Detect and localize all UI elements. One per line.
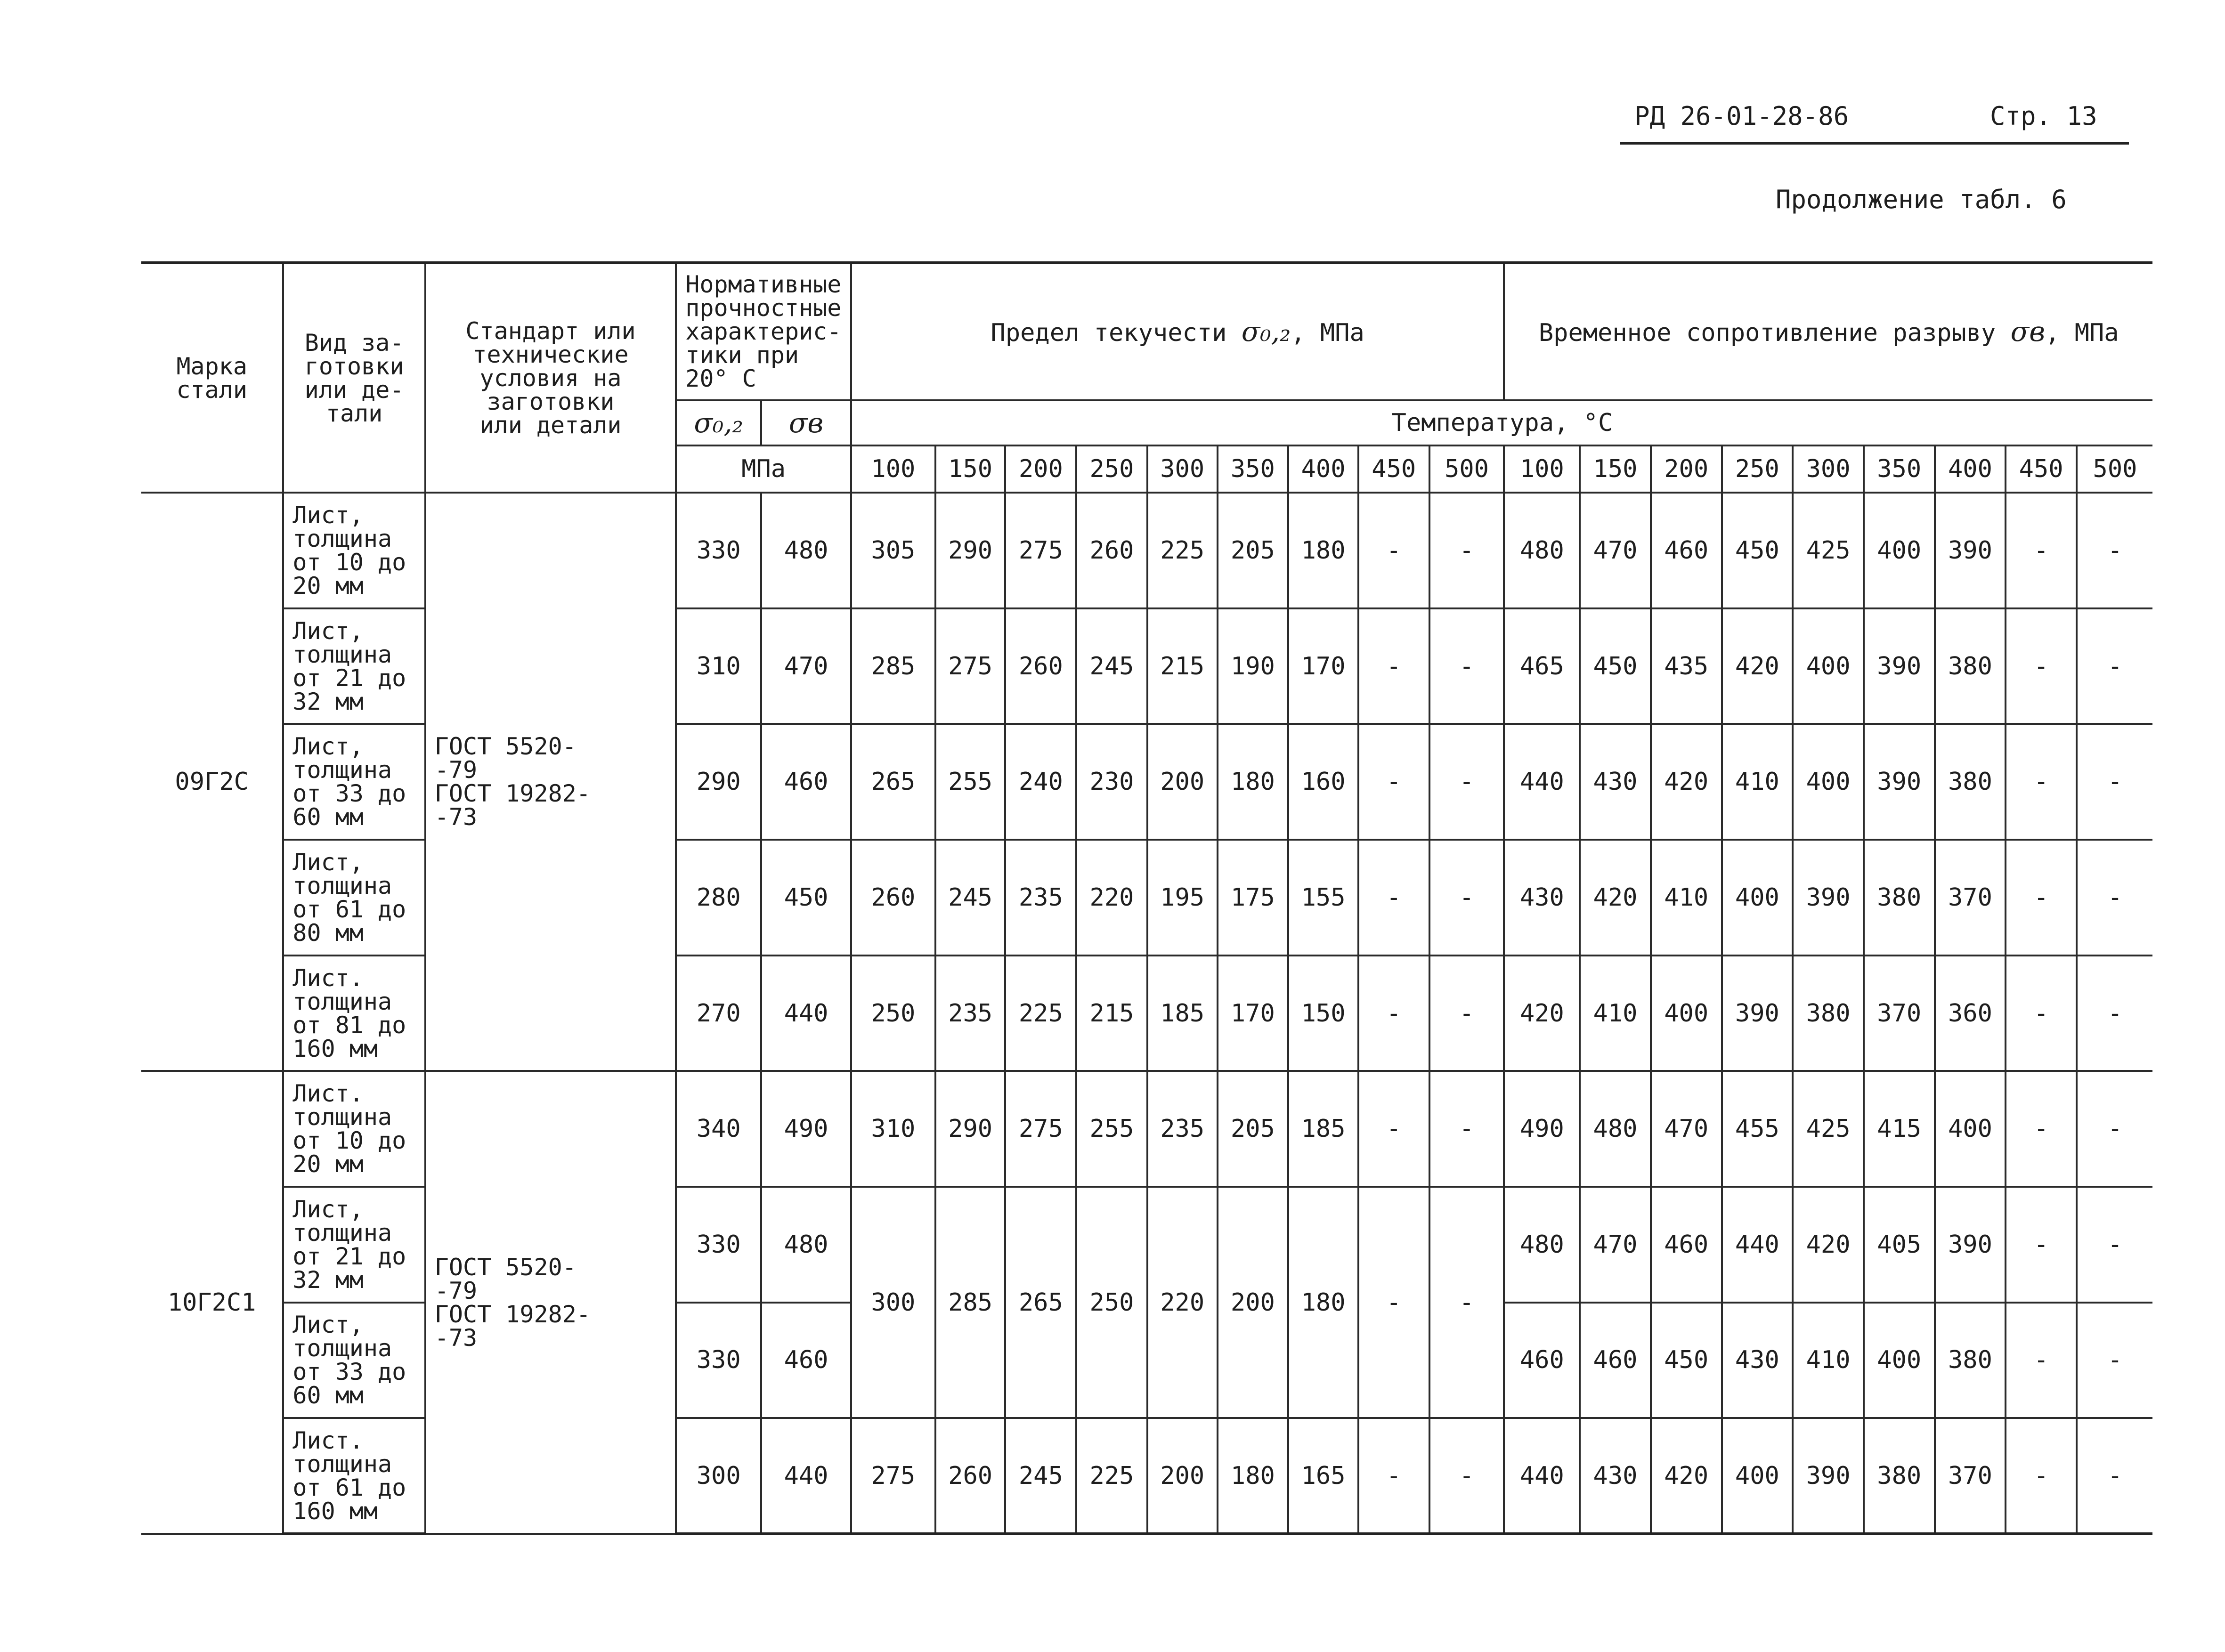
yield-value: - <box>1358 1071 1429 1187</box>
yield-value: 185 <box>1288 1071 1358 1187</box>
yield-value-shared: 250 <box>1076 1187 1147 1418</box>
yield-value: 260 <box>1076 493 1147 608</box>
blank-type: Лист, толщина от 21 до 32 мм <box>283 608 425 724</box>
tensile-value: 420 <box>1504 956 1580 1071</box>
yield-value: 180 <box>1288 493 1358 608</box>
tensile-value: 440 <box>1504 1418 1580 1534</box>
norm-yield-value: 340 <box>676 1071 761 1187</box>
yield-value: 225 <box>1147 493 1218 608</box>
tensile-value: 390 <box>1864 608 1935 724</box>
page-number: Стр. 13 <box>1990 101 2097 131</box>
temp-yield-400: 400 <box>1288 445 1358 493</box>
norm-yield-value: 330 <box>676 493 761 608</box>
yield-value: 220 <box>1076 840 1147 956</box>
blank-type: Лист, толщина от 21 до 32 мм <box>283 1187 425 1303</box>
norm-yield-value: 310 <box>676 608 761 724</box>
temp-yield-200: 200 <box>1005 445 1076 493</box>
tensile-value: - <box>2077 1303 2152 1418</box>
tensile-value: 370 <box>1935 840 2006 956</box>
yield-value: - <box>1429 1418 1504 1534</box>
tensile-value: 420 <box>1722 608 1793 724</box>
col-head-tensile-unit: , МПа <box>2045 319 2119 348</box>
yield-value: 235 <box>935 956 1006 1071</box>
yield-value: 255 <box>935 724 1006 840</box>
standard-ref: ГОСТ 5520- -79 ГОСТ 19282- -73 <box>425 493 676 1071</box>
table-caption: Продолжение табл. 6 <box>1776 185 2067 214</box>
norm-tensile-value: 460 <box>761 724 851 840</box>
yield-value: 285 <box>851 608 935 724</box>
blank-type: Лист, толщина от 33 до 60 мм <box>283 724 425 840</box>
norm-tensile-symbol: σв <box>761 400 851 445</box>
blank-type: Лист, толщина от 10 до 20 мм <box>283 493 425 608</box>
temp-yield-350: 350 <box>1218 445 1289 493</box>
norm-yield-symbol: σ₀,₂ <box>676 400 761 445</box>
yield-value: 180 <box>1218 724 1289 840</box>
norm-yield-value: 330 <box>676 1187 761 1303</box>
steel-grade: 09Г2С <box>141 493 283 1071</box>
blank-type: Лист. толщина от 61 до 160 мм <box>283 1418 425 1534</box>
tensile-value: 405 <box>1864 1187 1935 1303</box>
yield-value: 170 <box>1288 608 1358 724</box>
tensile-value: 380 <box>1864 840 1935 956</box>
col-head-yield-unit: , МПа <box>1291 319 1364 348</box>
yield-value: 245 <box>1076 608 1147 724</box>
yield-value: 245 <box>935 840 1006 956</box>
properties-table <box>141 261 2152 1535</box>
norm-yield-value: 270 <box>676 956 761 1071</box>
tensile-value: 390 <box>1935 493 2006 608</box>
tensile-value: 480 <box>1504 493 1580 608</box>
temp-yield-500: 500 <box>1429 445 1504 493</box>
tensile-value: 410 <box>1651 840 1722 956</box>
tensile-value: 370 <box>1864 956 1935 1071</box>
temp-tensile-150: 150 <box>1580 445 1651 493</box>
col-head-blank: Вид за- готовки или де- тали <box>283 263 425 493</box>
col-head-tensile-symbol: σв <box>2010 316 2046 348</box>
norm-tensile-value: 480 <box>761 1187 851 1303</box>
temp-tensile-100: 100 <box>1504 445 1580 493</box>
tensile-value: - <box>2006 1303 2077 1418</box>
yield-value: 185 <box>1147 956 1218 1071</box>
tensile-value: 430 <box>1504 840 1580 956</box>
standard-ref: ГОСТ 5520- -79 ГОСТ 19282- -73 <box>425 1071 676 1534</box>
temp-tensile-200: 200 <box>1651 445 1722 493</box>
document-code: РД 26-01-28-86 <box>1634 101 1849 131</box>
tensile-value: 390 <box>1793 840 1864 956</box>
tensile-value: 450 <box>1651 1303 1722 1418</box>
tensile-value: - <box>2006 956 2077 1071</box>
tensile-value: 400 <box>1722 1418 1793 1534</box>
yield-value: 205 <box>1218 1071 1289 1187</box>
yield-value: 215 <box>1076 956 1147 1071</box>
col-head-yield-symbol: σ₀,₂ <box>1241 316 1291 348</box>
col-head-yield-label: Предел текучести <box>991 319 1227 348</box>
tensile-value: 400 <box>1722 840 1793 956</box>
yield-value: 235 <box>1005 840 1076 956</box>
tensile-value: 400 <box>1864 1303 1935 1418</box>
tensile-value: - <box>2077 1187 2152 1303</box>
temp-yield-300: 300 <box>1147 445 1218 493</box>
tensile-value: 420 <box>1651 724 1722 840</box>
tensile-value: 410 <box>1793 1303 1864 1418</box>
tensile-value: - <box>2006 493 2077 608</box>
yield-value: 240 <box>1005 724 1076 840</box>
tensile-value: 380 <box>1793 956 1864 1071</box>
tensile-value: - <box>2006 608 2077 724</box>
yield-value-shared: 300 <box>851 1187 935 1418</box>
yield-value: - <box>1358 724 1429 840</box>
yield-value: - <box>1358 956 1429 1071</box>
norm-tensile-value: 480 <box>761 493 851 608</box>
tensile-value: 420 <box>1793 1187 1864 1303</box>
tensile-value: 460 <box>1504 1303 1580 1418</box>
tensile-value: 420 <box>1651 1418 1722 1534</box>
yield-value: 235 <box>1147 1071 1218 1187</box>
steel-grade: 10Г2С1 <box>141 1071 283 1534</box>
yield-value: 290 <box>935 1071 1006 1187</box>
tensile-value: 425 <box>1793 1071 1864 1187</box>
yield-value: - <box>1358 608 1429 724</box>
yield-value-shared: 180 <box>1288 1187 1358 1418</box>
yield-value: 200 <box>1147 724 1218 840</box>
blank-type: Лист. толщина от 10 до 20 мм <box>283 1071 425 1187</box>
table-row <box>141 493 2152 608</box>
tensile-value: 380 <box>1864 1418 1935 1534</box>
col-head-yield <box>851 263 1504 400</box>
tensile-value: 390 <box>1793 1418 1864 1534</box>
norm-yield-value: 300 <box>676 1418 761 1534</box>
blank-type: Лист, толщина от 33 до 60 мм <box>283 1303 425 1418</box>
norm-tensile-value: 460 <box>761 1303 851 1418</box>
tensile-value: - <box>2006 1418 2077 1534</box>
yield-value: 215 <box>1147 608 1218 724</box>
yield-value-shared: 265 <box>1005 1187 1076 1418</box>
temp-yield-250: 250 <box>1076 445 1147 493</box>
col-head-tensile-label: Временное сопротивление разрыву <box>1538 319 1996 348</box>
tensile-value: 470 <box>1580 1187 1651 1303</box>
norm-unit: МПа <box>676 445 851 493</box>
tensile-value: 370 <box>1935 1418 2006 1534</box>
tensile-value: 400 <box>1651 956 1722 1071</box>
yield-value: 170 <box>1218 956 1289 1071</box>
tensile-value: 470 <box>1651 1071 1722 1187</box>
blank-type: Лист. толщина от 81 до 160 мм <box>283 956 425 1071</box>
tensile-value: 390 <box>1864 724 1935 840</box>
tensile-value: 450 <box>1580 608 1651 724</box>
tensile-value: - <box>2006 724 2077 840</box>
yield-value: - <box>1429 956 1504 1071</box>
norm-tensile-value: 440 <box>761 1418 851 1534</box>
tensile-value: 400 <box>1864 493 1935 608</box>
tensile-value: - <box>2077 493 2152 608</box>
tensile-value: 460 <box>1651 493 1722 608</box>
tensile-value: 480 <box>1504 1187 1580 1303</box>
tensile-value: 380 <box>1935 724 2006 840</box>
yield-value-shared: 285 <box>935 1187 1006 1418</box>
yield-value: 180 <box>1218 1418 1289 1534</box>
tensile-value: 380 <box>1935 608 2006 724</box>
col-head-grade: Марка стали <box>141 263 283 493</box>
norm-yield-value: 280 <box>676 840 761 956</box>
tensile-value: 420 <box>1580 840 1651 956</box>
yield-value: - <box>1358 840 1429 956</box>
header-rule <box>1620 142 2129 145</box>
yield-value-shared: - <box>1358 1187 1429 1418</box>
yield-value-shared: 200 <box>1218 1187 1289 1418</box>
tensile-value: - <box>2077 1418 2152 1534</box>
yield-value-shared: - <box>1429 1187 1504 1418</box>
yield-value: 245 <box>1005 1418 1076 1534</box>
col-head-norm: Нормативные прочностные характерис- тики при 20° С <box>676 263 851 400</box>
yield-value: - <box>1358 493 1429 608</box>
yield-value: 260 <box>1005 608 1076 724</box>
tensile-value: 460 <box>1580 1303 1651 1418</box>
temp-yield-150: 150 <box>935 445 1006 493</box>
tensile-value: 400 <box>1793 608 1864 724</box>
tensile-value: 440 <box>1722 1187 1793 1303</box>
yield-value: 230 <box>1076 724 1147 840</box>
norm-yield-value: 330 <box>676 1303 761 1418</box>
temp-tensile-350: 350 <box>1864 445 1935 493</box>
yield-value: - <box>1358 1418 1429 1534</box>
yield-value: 190 <box>1218 608 1289 724</box>
norm-tensile-value: 440 <box>761 956 851 1071</box>
yield-value-shared: 220 <box>1147 1187 1218 1418</box>
yield-value: - <box>1429 608 1504 724</box>
yield-value: 260 <box>851 840 935 956</box>
yield-value: 200 <box>1147 1418 1218 1534</box>
tensile-value: 435 <box>1651 608 1722 724</box>
yield-value: 310 <box>851 1071 935 1187</box>
yield-value: - <box>1429 840 1504 956</box>
temperature-heading: Температура, °С <box>851 400 2152 445</box>
yield-value: 175 <box>1218 840 1289 956</box>
temp-yield-100: 100 <box>851 445 935 493</box>
tensile-value: 410 <box>1722 724 1793 840</box>
tensile-value: 430 <box>1580 724 1651 840</box>
yield-value: 275 <box>935 608 1006 724</box>
tensile-value: 465 <box>1504 608 1580 724</box>
yield-value: 195 <box>1147 840 1218 956</box>
tensile-value: 460 <box>1651 1187 1722 1303</box>
tensile-value: 450 <box>1722 493 1793 608</box>
tensile-value: - <box>2006 1187 2077 1303</box>
norm-yield-value: 290 <box>676 724 761 840</box>
tensile-value: 410 <box>1580 956 1651 1071</box>
yield-value: 205 <box>1218 493 1289 608</box>
norm-tensile-value: 490 <box>761 1071 851 1187</box>
tensile-value: 400 <box>1793 724 1864 840</box>
tensile-value: 415 <box>1864 1071 1935 1187</box>
tensile-value: 480 <box>1580 1071 1651 1187</box>
yield-value: 275 <box>1005 493 1076 608</box>
yield-value: 165 <box>1288 1418 1358 1534</box>
tensile-value: - <box>2006 840 2077 956</box>
temp-yield-450: 450 <box>1358 445 1429 493</box>
tensile-value: - <box>2077 840 2152 956</box>
temp-tensile-400: 400 <box>1935 445 2006 493</box>
col-head-standard: Стандарт или технические условия на заготовки или детали <box>425 263 676 493</box>
tensile-value: 440 <box>1504 724 1580 840</box>
tensile-value: 455 <box>1722 1071 1793 1187</box>
yield-value: 305 <box>851 493 935 608</box>
tensile-value: - <box>2077 724 2152 840</box>
tensile-value: 470 <box>1580 493 1651 608</box>
tensile-value: 430 <box>1580 1418 1651 1534</box>
tensile-value: 390 <box>1722 956 1793 1071</box>
blank-type: Лист, толщина от 61 до 80 мм <box>283 840 425 956</box>
yield-value: 150 <box>1288 956 1358 1071</box>
yield-value: 290 <box>935 493 1006 608</box>
tensile-value: - <box>2077 1071 2152 1187</box>
yield-value: 160 <box>1288 724 1358 840</box>
yield-value: - <box>1429 724 1504 840</box>
yield-value: - <box>1429 1071 1504 1187</box>
temp-tensile-300: 300 <box>1793 445 1864 493</box>
yield-value: - <box>1429 493 1504 608</box>
yield-value: 225 <box>1005 956 1076 1071</box>
norm-tensile-value: 450 <box>761 840 851 956</box>
yield-value: 255 <box>1076 1071 1147 1187</box>
tensile-value: 425 <box>1793 493 1864 608</box>
yield-value: 155 <box>1288 840 1358 956</box>
yield-value: 275 <box>851 1418 935 1534</box>
tensile-value: 360 <box>1935 956 2006 1071</box>
tensile-value: 380 <box>1935 1303 2006 1418</box>
tensile-value: - <box>2006 1071 2077 1187</box>
table-row <box>141 1071 2152 1187</box>
yield-value: 250 <box>851 956 935 1071</box>
col-head-tensile <box>1504 263 2152 400</box>
yield-value: 265 <box>851 724 935 840</box>
tensile-value: 430 <box>1722 1303 1793 1418</box>
tensile-value: 390 <box>1935 1187 2006 1303</box>
temp-tensile-450: 450 <box>2006 445 2077 493</box>
tensile-value: 490 <box>1504 1071 1580 1187</box>
yield-value: 260 <box>935 1418 1006 1534</box>
yield-value: 275 <box>1005 1071 1076 1187</box>
tensile-value: - <box>2077 608 2152 724</box>
tensile-value: - <box>2077 956 2152 1071</box>
temp-tensile-250: 250 <box>1722 445 1793 493</box>
temp-tensile-500: 500 <box>2077 445 2152 493</box>
tensile-value: 400 <box>1935 1071 2006 1187</box>
yield-value: 225 <box>1076 1418 1147 1534</box>
norm-tensile-value: 470 <box>761 608 851 724</box>
